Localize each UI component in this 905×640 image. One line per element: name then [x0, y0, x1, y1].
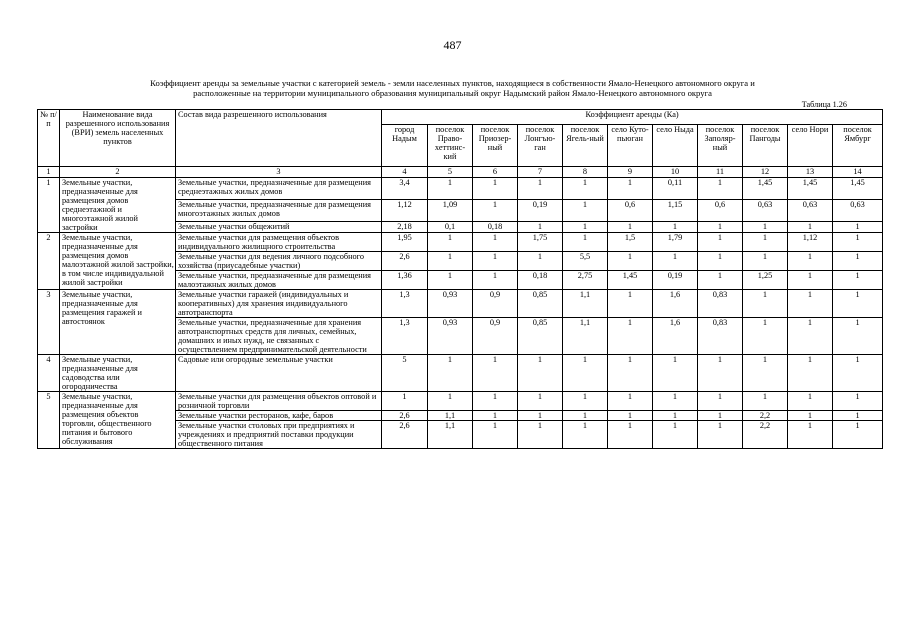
coefficient-value: 1,15: [653, 199, 698, 221]
coefficient-value: 1,3: [382, 290, 428, 318]
header-place: поселок Заполяр-ный: [698, 125, 743, 167]
coefficient-value: 1: [833, 318, 883, 355]
column-number: 3: [176, 167, 382, 178]
coefficient-value: 1: [788, 421, 833, 449]
coefficient-value: 1: [518, 392, 563, 411]
group-number: 5: [38, 392, 60, 449]
coefficient-value: 1: [698, 421, 743, 449]
coefficient-value: 1: [473, 271, 518, 290]
header-row: [38, 110, 883, 125]
coefficient-value: 0,11: [653, 178, 698, 200]
group-vri-name: Земельные участки, предназначенные для размещения объектов торговли, общественного питания и бытового обслуживания: [60, 392, 176, 449]
table-label: Таблица 1.26: [801, 100, 847, 109]
coefficient-value: 2,2: [743, 411, 788, 421]
coefficient-value: 2,6: [382, 252, 428, 271]
page-number: 487: [443, 38, 462, 52]
coefficient-value: 1: [788, 271, 833, 290]
column-number: 10: [653, 167, 698, 178]
coefficient-value: 1: [608, 178, 653, 200]
coefficient-value: 1: [563, 199, 608, 221]
coefficient-value: 1: [833, 252, 883, 271]
header-vri-name: Наименование вида разрешенного использования (ВРИ) земель населенных пунктов: [60, 110, 176, 167]
header-place: село Нори: [788, 125, 833, 167]
coefficient-value: 1: [563, 355, 608, 392]
coefficient-value: 1: [743, 318, 788, 355]
table-row: [38, 355, 883, 392]
coefficient-value: 1: [382, 392, 428, 411]
composition-cell: Земельные участки, предназначенные для размещения многоэтажных жилых домов: [176, 199, 382, 221]
group-vri-name: Земельные участки, предназначенные для размещения домов малоэтажной жилой застройки, в том числе индивидуальной жилой застройки: [60, 233, 176, 290]
coefficient-value: 0,63: [743, 199, 788, 221]
coefficient-value: 1,45: [833, 178, 883, 200]
coefficient-value: 1,12: [788, 233, 833, 252]
coefficient-value: 1: [518, 221, 563, 232]
table-title: [60, 78, 845, 98]
group-vri-name: Земельные участки, предназначенные для садоводства или огородничества: [60, 355, 176, 392]
group-number: 3: [38, 290, 60, 355]
coefficient-value: 0,63: [788, 199, 833, 221]
coefficient-value: 1: [743, 290, 788, 318]
column-number: 14: [833, 167, 883, 178]
coefficient-value: 1: [608, 355, 653, 392]
coefficient-value: 0,9: [473, 290, 518, 318]
coefficient-value: 1: [743, 355, 788, 392]
composition-cell: Земельные участки для размещения объектов индивидуального жилищного строительства: [176, 233, 382, 252]
coefficient-value: 1: [473, 421, 518, 449]
coefficient-value: 1: [518, 355, 563, 392]
coefficient-value: 1: [473, 252, 518, 271]
coefficient-value: 1: [653, 221, 698, 232]
header-place: поселок Ягель-ный: [563, 125, 608, 167]
composition-cell: Земельные участки, предназначенные для размещения малоэтажных жилых домов: [176, 271, 382, 290]
coefficient-value: 1: [833, 221, 883, 232]
coefficient-value: 0,6: [698, 199, 743, 221]
coefficient-value: 1,1: [563, 318, 608, 355]
coefficient-value: 0,63: [833, 199, 883, 221]
header-composition: Состав вида разрешенного использования: [176, 110, 382, 167]
coefficient-value: 1,45: [608, 271, 653, 290]
coefficient-value: 1: [698, 252, 743, 271]
header-place: город Надым: [382, 125, 428, 167]
coefficient-value: 1: [833, 290, 883, 318]
coefficient-value: 1: [428, 271, 473, 290]
coefficient-value: 1: [428, 355, 473, 392]
group-number: 1: [38, 178, 60, 233]
coefficient-value: 1: [563, 421, 608, 449]
coefficient-value: 1: [698, 355, 743, 392]
coefficient-value: 1: [833, 411, 883, 421]
coefficient-value: 1: [743, 221, 788, 232]
coefficient-value: 1,09: [428, 199, 473, 221]
coefficient-value: 5: [382, 355, 428, 392]
header-place: село Ныда: [653, 125, 698, 167]
coefficient-value: 1: [608, 421, 653, 449]
coefficient-value: 1: [788, 411, 833, 421]
coefficient-value: 1,12: [382, 199, 428, 221]
coefficient-value: 1: [428, 178, 473, 200]
coefficient-value: 0,19: [653, 271, 698, 290]
column-numbers-row: [38, 167, 883, 178]
coefficient-value: 1,45: [788, 178, 833, 200]
coefficient-value: 1: [563, 178, 608, 200]
composition-cell: Садовые или огородные земельные участки: [176, 355, 382, 392]
composition-cell: Земельные участки гаражей (индивидуальных и кооперативных) для хранения индивидуального автотранспорта: [176, 290, 382, 318]
coefficient-value: 1: [788, 221, 833, 232]
coefficient-value: 0,85: [518, 290, 563, 318]
column-number: 8: [563, 167, 608, 178]
coefficient-value: 1,25: [743, 271, 788, 290]
coefficient-value: 1: [428, 233, 473, 252]
header-place: поселок Право-хеттинс-кий: [428, 125, 473, 167]
composition-cell: Земельные участки ресторанов, кафе, баров: [176, 411, 382, 421]
header-coefficient: Коэффициент аренды (Ка): [382, 110, 883, 125]
coefficient-value: 2,2: [743, 421, 788, 449]
header-place: поселок Пангоды: [743, 125, 788, 167]
table-row: [38, 392, 883, 411]
composition-cell: Земельные участки, предназначенные для размещения среднеэтажных жилых домов: [176, 178, 382, 200]
coefficient-value: 1: [608, 392, 653, 411]
coefficient-value: 0,18: [473, 221, 518, 232]
coefficient-value: 1: [653, 252, 698, 271]
header-num: № п/п: [38, 110, 60, 167]
coefficient-value: 1: [698, 392, 743, 411]
column-number: 13: [788, 167, 833, 178]
coefficient-value: 1: [608, 290, 653, 318]
table-row: [38, 178, 883, 200]
coefficient-value: 1: [473, 199, 518, 221]
table-row: [38, 290, 883, 318]
coefficient-value: 1: [833, 421, 883, 449]
coefficient-value: 1: [608, 221, 653, 232]
coefficient-value: 1: [698, 178, 743, 200]
coefficient-value: 1: [833, 233, 883, 252]
coefficient-value: 1: [428, 252, 473, 271]
composition-cell: Земельные участки столовых при предприятиях и учреждениях и предприятий поставки продукции общественного питания: [176, 421, 382, 449]
column-number: 12: [743, 167, 788, 178]
coefficient-value: 1,95: [382, 233, 428, 252]
coefficient-value: 1: [788, 318, 833, 355]
coefficient-value: 1: [698, 411, 743, 421]
coefficient-value: 1: [743, 252, 788, 271]
table-title-line-2: расположенные на территории муниципального образования муниципальный округ Надымский район Ямало-Ненецкого автономного округа: [193, 88, 712, 98]
coefficient-value: 1: [653, 392, 698, 411]
coefficient-value: 1,1: [563, 290, 608, 318]
coefficient-value: 1: [608, 411, 653, 421]
table-row: [38, 233, 883, 252]
column-number: 7: [518, 167, 563, 178]
coefficient-value: 0,18: [518, 271, 563, 290]
coefficient-value: 1,1: [428, 411, 473, 421]
header-place: поселок Лонгъю-ган: [518, 125, 563, 167]
coefficient-value: 1,75: [518, 233, 563, 252]
coefficient-value: 2,18: [382, 221, 428, 232]
coefficient-value: 1: [653, 355, 698, 392]
coefficient-value: 1: [653, 421, 698, 449]
coefficient-value: 0,83: [698, 318, 743, 355]
column-number: 9: [608, 167, 653, 178]
coefficient-value: 1: [833, 392, 883, 411]
column-number: 5: [428, 167, 473, 178]
coefficient-value: 1: [833, 355, 883, 392]
coefficient-value: 1: [608, 252, 653, 271]
column-number: 11: [698, 167, 743, 178]
coefficient-value: 1: [518, 411, 563, 421]
coefficient-value: 1: [698, 233, 743, 252]
table-title-line-1: Коэффициент аренды за земельные участки с категорией земель - земли населенных пунктов, находящиеся в собственности Ямало-Ненецкого автономного округа и: [150, 78, 755, 88]
column-number: 4: [382, 167, 428, 178]
coefficient-value: 1: [473, 233, 518, 252]
coefficient-value: 1: [563, 411, 608, 421]
coefficient-value: 1,1: [428, 421, 473, 449]
coefficient-value: 1: [698, 221, 743, 232]
coefficient-value: 1: [788, 355, 833, 392]
group-vri-name: Земельные участки, предназначенные для размещения домов среднеэтажной и многоэтажной жилой застройки: [60, 178, 176, 233]
coefficient-value: 1: [428, 392, 473, 411]
coefficient-value: 0,1: [428, 221, 473, 232]
column-number: 2: [60, 167, 176, 178]
coefficient-value: 0,9: [473, 318, 518, 355]
coefficient-value: 1: [788, 290, 833, 318]
coefficient-value: 1: [518, 421, 563, 449]
composition-cell: Земельные участки, предназначенные для хранения автотранспортных средств для личных, семейных, домашних и иных нужд, не связанных с осуществлением предпринимательской деятельности: [176, 318, 382, 355]
column-number: 6: [473, 167, 518, 178]
composition-cell: Земельные участки для размещения объектов оптовой и розничной торговли: [176, 392, 382, 411]
coefficient-value: 1: [563, 392, 608, 411]
coefficient-value: 1: [743, 233, 788, 252]
coefficient-value: 1,5: [608, 233, 653, 252]
coefficient-value: 1: [473, 178, 518, 200]
coefficient-value: 1,6: [653, 318, 698, 355]
coefficient-value: 3,4: [382, 178, 428, 200]
coefficient-value: 1: [653, 411, 698, 421]
coefficient-value: 1,36: [382, 271, 428, 290]
coefficient-value: 1: [473, 392, 518, 411]
coefficient-value: 1: [473, 355, 518, 392]
header-place: село Куто-пьюган: [608, 125, 653, 167]
coefficient-value: 1: [563, 221, 608, 232]
coefficient-value: 5,5: [563, 252, 608, 271]
coefficient-value: 1,3: [382, 318, 428, 355]
coefficient-value: 1: [608, 318, 653, 355]
coefficient-value: 0,6: [608, 199, 653, 221]
coefficient-value: 1,6: [653, 290, 698, 318]
coefficient-value: 0,19: [518, 199, 563, 221]
coefficient-value: 1,79: [653, 233, 698, 252]
coefficient-value: 1: [743, 392, 788, 411]
coefficient-value: 2,6: [382, 411, 428, 421]
coefficient-value: 1: [473, 411, 518, 421]
header-place: поселок Ямбург: [833, 125, 883, 167]
coefficient-table: [37, 109, 883, 449]
coefficient-value: 1: [563, 233, 608, 252]
coefficient-value: 0,93: [428, 318, 473, 355]
coefficient-value: 1: [698, 271, 743, 290]
coefficient-value: 1: [518, 252, 563, 271]
column-number: 1: [38, 167, 60, 178]
coefficient-value: 1: [833, 271, 883, 290]
coefficient-value: 1: [788, 392, 833, 411]
coefficient-value: 1: [788, 252, 833, 271]
header-place: поселок Приозер-ный: [473, 125, 518, 167]
coefficient-value: 2,75: [563, 271, 608, 290]
group-vri-name: Земельные участки, предназначенные для размещения гаражей и автостоянок: [60, 290, 176, 355]
coefficient-value: 1: [518, 178, 563, 200]
coefficient-value: 1,45: [743, 178, 788, 200]
coefficient-value: 0,93: [428, 290, 473, 318]
group-number: 4: [38, 355, 60, 392]
composition-cell: Земельные участки для ведения личного подсобного хозяйства (приусадебные участки): [176, 252, 382, 271]
coefficient-value: 0,85: [518, 318, 563, 355]
coefficient-value: 0,83: [698, 290, 743, 318]
coefficient-value: 2,6: [382, 421, 428, 449]
group-number: 2: [38, 233, 60, 290]
composition-cell: Земельные участки общежитий: [176, 221, 382, 232]
